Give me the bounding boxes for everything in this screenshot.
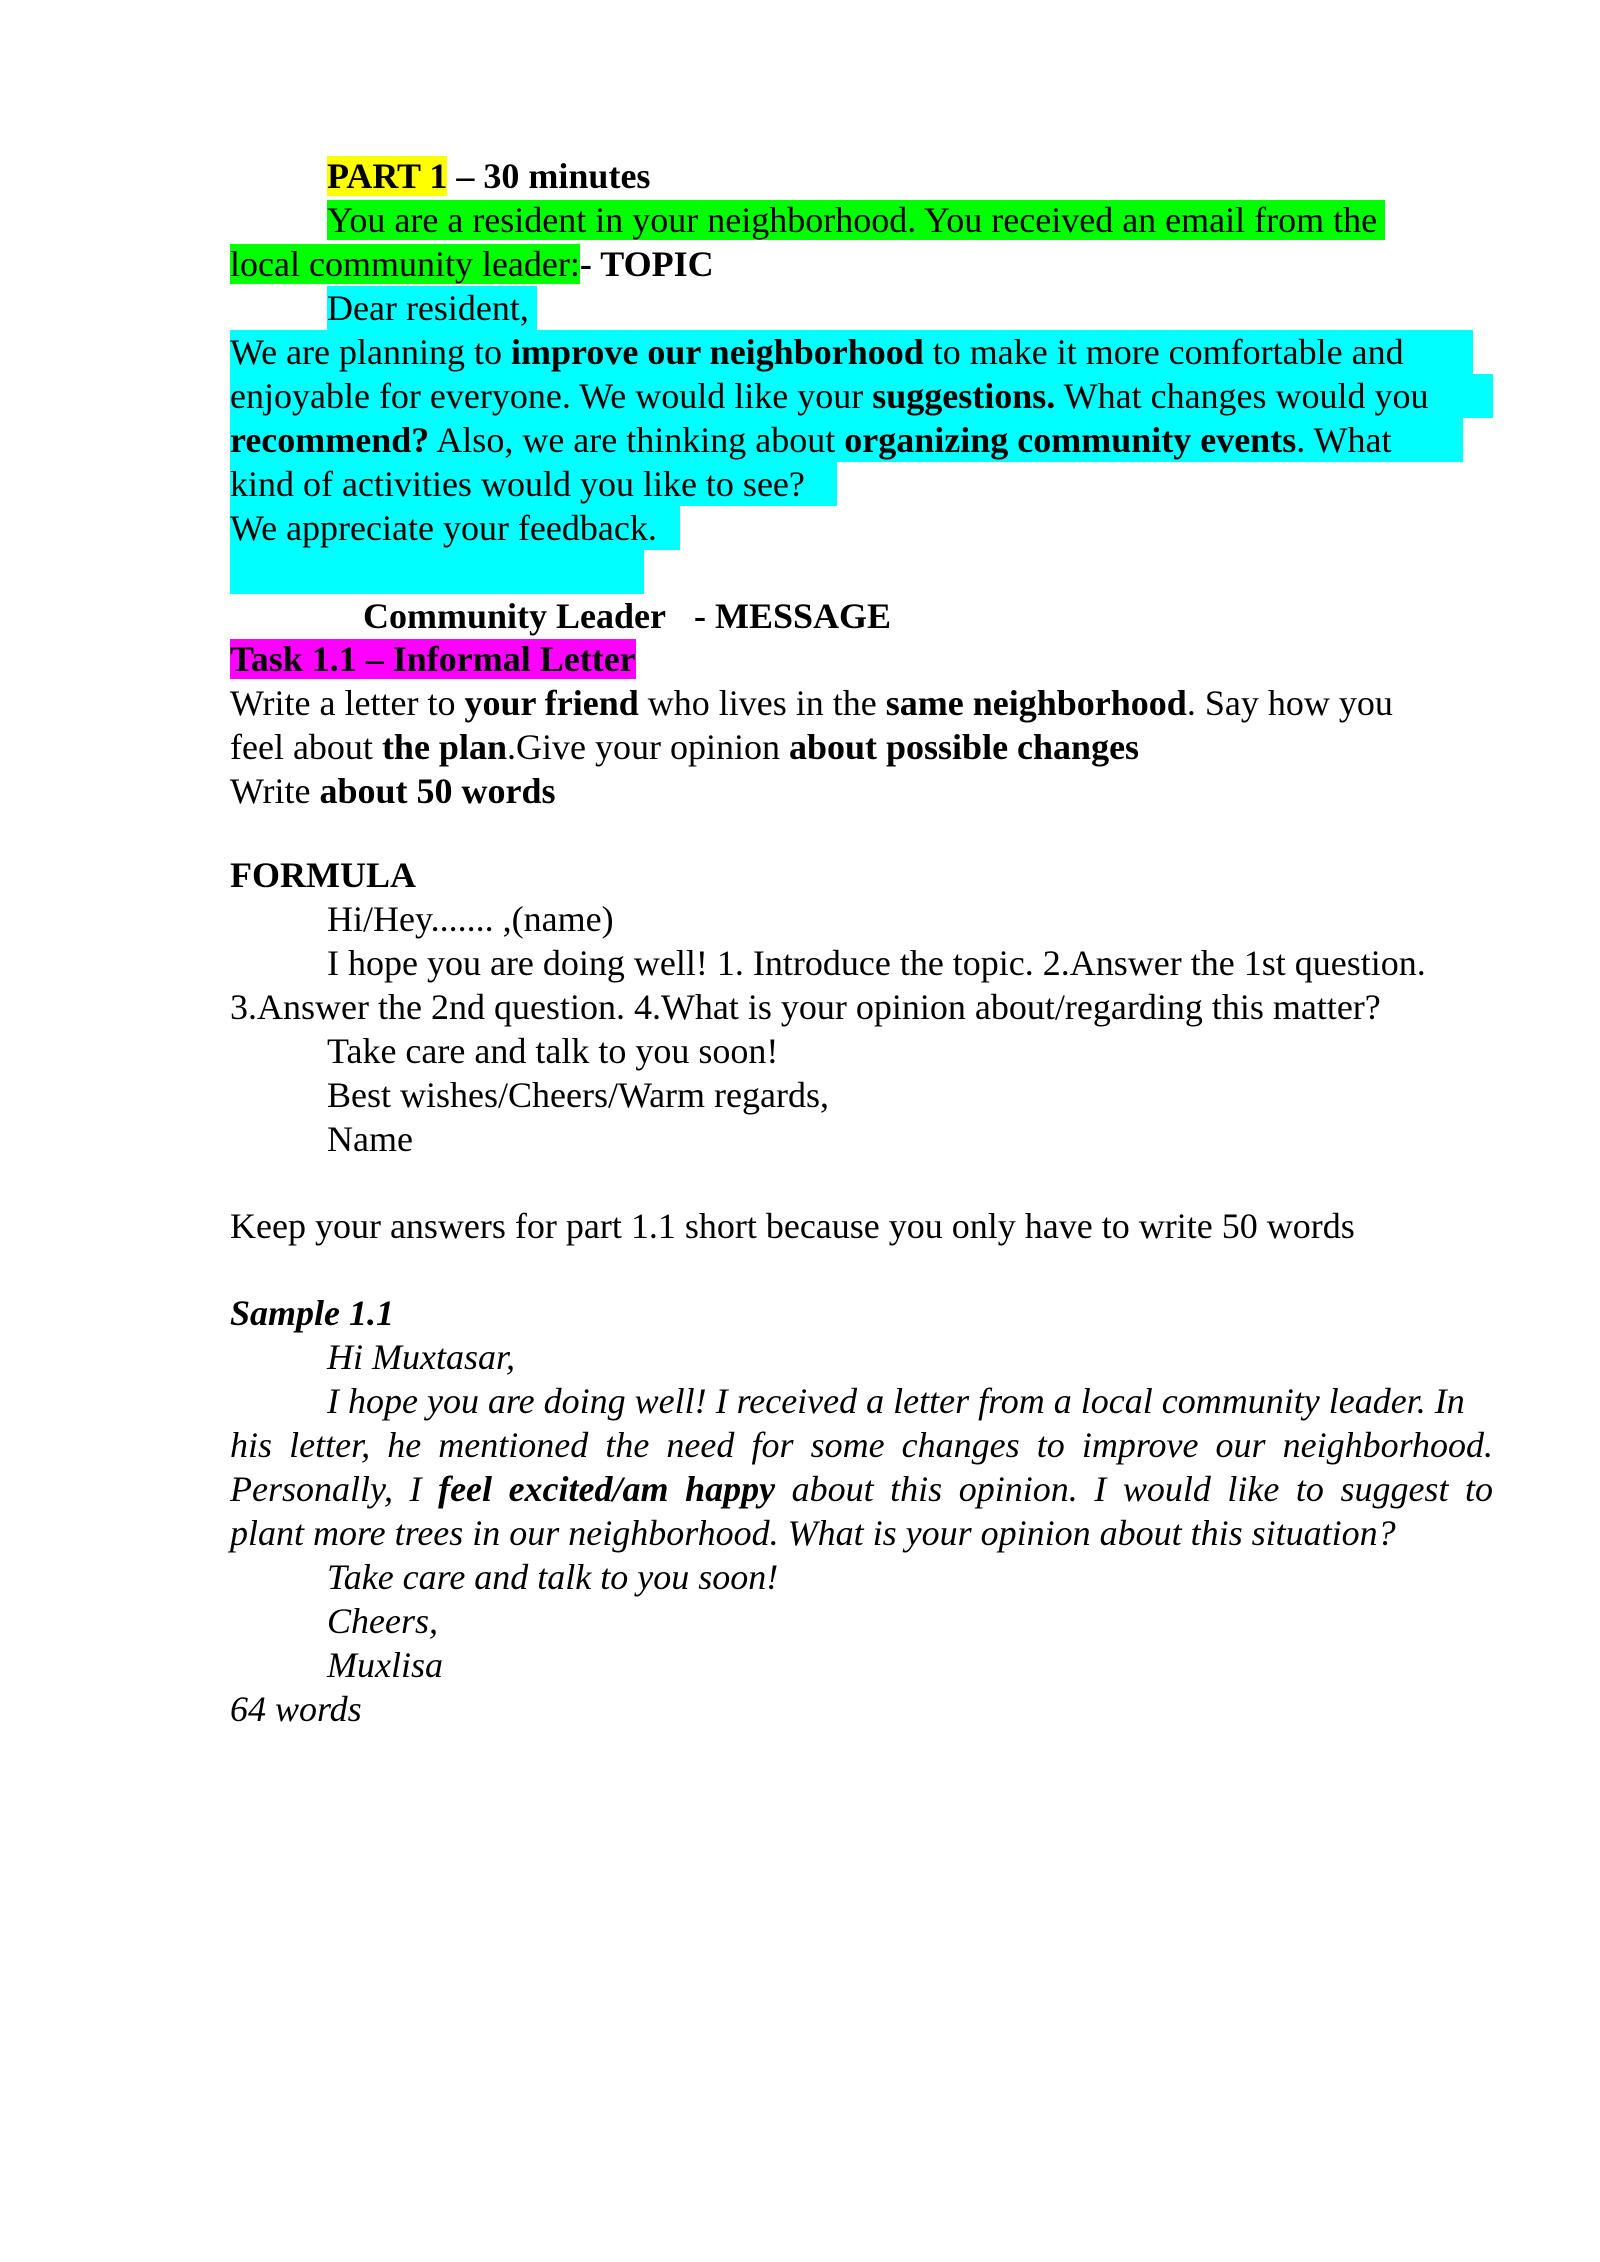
topic-line-2 [230,242,714,286]
message-greeting: Dear resident, [327,288,529,328]
topic-text-2: local community leader: [230,244,580,284]
message-line-3 [230,418,1392,462]
part-heading [327,154,650,198]
sample-bold: feel excited/am happy [438,1469,776,1509]
task-text: who lives in the [638,683,886,723]
message-bold: improve our neighborhood [511,332,924,372]
formula-line-4: Take care and talk to you soon! [327,1031,779,1071]
word-limit-note: Keep your answers for part 1.1 short because you only have to write 50 words [230,1206,1355,1246]
part-label: PART 1 [327,156,448,196]
message-text: What changes would you [1055,376,1429,416]
task-text: .Give your opinion [506,727,789,767]
task-text: . Say how you [1186,683,1393,723]
message-line-1 [230,330,1404,374]
task-bold: the plan [381,727,507,767]
message-line-2 [230,374,1429,418]
sample-text: about this opinion. I would like to suggest to [775,1469,1493,1509]
task-text: feel about [230,727,382,767]
message-text: to make it more comfortable and [923,332,1404,372]
sample-line-5: plant more trees in our neighborhood. What is your opinion about this situation? [230,1513,1396,1553]
sample-line-6: Take care and talk to you soon! [327,1557,779,1597]
message-line-5: We appreciate your feedback. [230,508,657,548]
formula-line-1: Hi/Hey....... ,(name) [327,899,614,939]
topic-text-1: You are a resident in your neighborhood. You received an email from the [327,200,1385,240]
task-bold: same neighborhood [885,683,1187,723]
message-text: We are planning to [230,332,512,372]
task-bold: your friend [464,683,639,723]
task-title: Task 1.1 – Informal Letter [230,639,636,679]
task-bold: about possible changes [788,727,1140,767]
message-text: Also, we are thinking about [429,420,845,460]
sample-word-count: 64 words [230,1689,362,1729]
sample-line-8: Muxlisa [327,1645,443,1685]
formula-line-6: Name [327,1119,413,1159]
message-text: . What [1296,420,1392,460]
message-signature [327,550,892,636]
sample-line-4 [230,1467,1493,1511]
task-heading [230,637,636,681]
message-line-4: kind of activities would you like to see? [230,464,805,504]
sample-text: Personally, I [230,1469,439,1509]
formula-line-3: 3.Answer the 2nd question. 4.What is your opinion about/regarding this matter? [230,987,1381,1027]
message-sign: Community Leader [363,596,666,636]
formula-title: FORMULA [230,855,416,895]
sample-line-3: his letter, he mentioned the need for some changes to improve our neighborhood. [230,1425,1493,1465]
sample-line-2: I hope you are doing well! I received a letter from a local community leader. In [327,1381,1465,1421]
task-text: Write [230,771,320,811]
task-line-1 [230,681,1393,725]
formula-line-5: Best wishes/Cheers/Warm regards, [327,1075,829,1115]
message-text: enjoyable for everyone. We would like your [230,376,873,416]
task-line-3 [230,769,556,813]
task-bold: about 50 words [319,771,556,811]
part-duration: – 30 minutes [447,156,651,196]
message-bold: recommend? [230,420,430,460]
sample-title: Sample 1.1 [230,1293,395,1333]
task-text: Write a letter to [230,683,465,723]
message-tag: - MESSAGE [675,596,892,636]
message-bold: organizing community events [844,420,1297,460]
formula-line-2: I hope you are doing well! 1. Introduce the topic. 2.Answer the 1st question. [327,943,1426,983]
sample-line-1: Hi Muxtasar, [327,1337,515,1377]
sample-line-7: Cheers, [327,1601,438,1641]
topic-line-1 [327,198,1385,242]
topic-tag: - TOPIC [579,244,714,284]
task-line-2 [230,725,1139,769]
message-bold: suggestions. [872,376,1056,416]
